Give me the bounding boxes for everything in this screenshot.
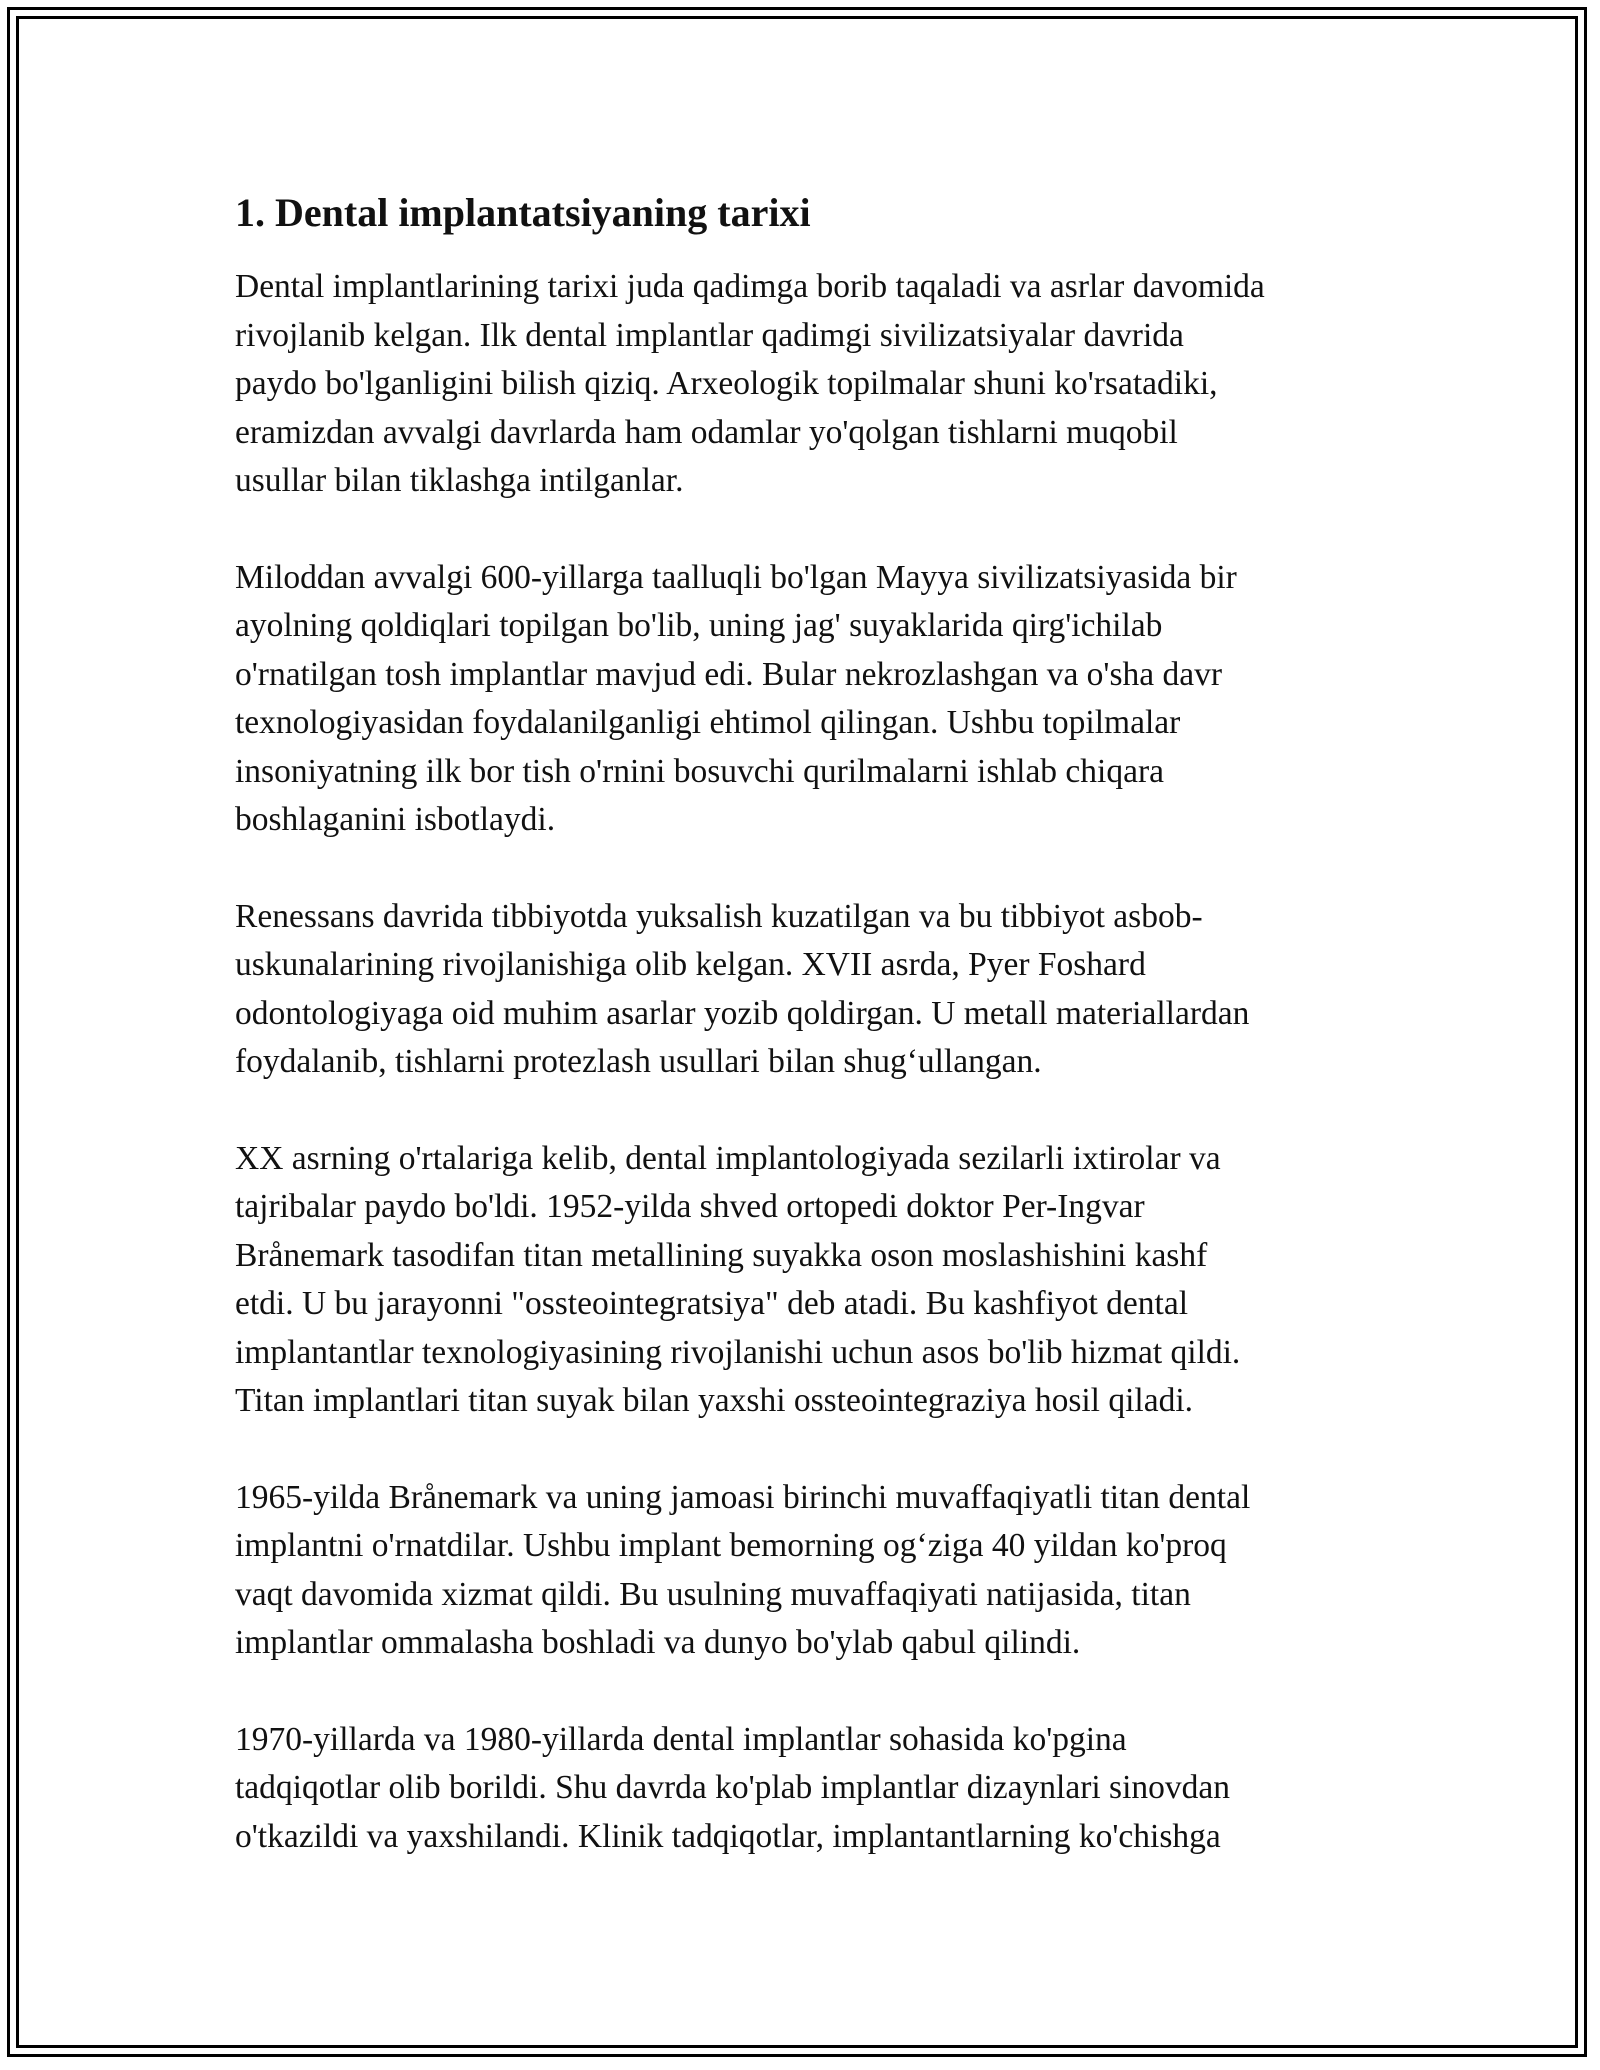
paragraph-line: o'rnatilgan tosh implantlar mavjud edi. Bular nekrozlashgan va o'sha davr xyxy=(235,655,1223,693)
paragraph-line: usullar bilan tiklashga intilganlar. xyxy=(235,462,684,499)
paragraph-line: tadqiqotlar olib borildi. Shu davrda ko'plab implantlar dizaynlari sinovdan xyxy=(235,1769,1231,1806)
paragraph-line: foydalanib, tishlarni protezlash usullari bilan shug‘ullangan. xyxy=(235,1043,1042,1080)
paragraph-line: Titan implantlari titan suyak bilan yaxshi ossteointegraziya hosil qiladi. xyxy=(235,1382,1194,1419)
paragraph-line: texnologiyasidan foydalanilganligi ehtimol qilingan. Ushbu topilmalar xyxy=(235,704,1181,741)
paragraph xyxy=(235,1474,1365,1668)
paragraph-line: paydo bo'lganligini bilish qiziq. Arxeologik topilmalar shuni ko'rsatadiki, xyxy=(235,365,1218,402)
paragraph-line: ayolning qoldiqlari topilgan bo'lib, uning jag' suyaklarida qirg'ichilab xyxy=(235,607,1163,644)
paragraph-list xyxy=(235,263,1365,1861)
paragraph-line: etdi. U bu jarayonni "ossteointegratsiya" deb atadi. Bu kashfiyot dental xyxy=(235,1285,1189,1322)
paragraph-line: Miloddan avvalgi 600-yillarga taalluqli bo'lgan Mayya sivilizatsiyasida bir xyxy=(235,558,1237,596)
paragraph-line: odontologiyaga oid muhim asarlar yozib qoldirgan. U metall materiallardan xyxy=(235,994,1250,1032)
paragraph-line: implantni o'rnatdilar. Ushbu implant bemorning og‘ziga 40 yildan ko'proq xyxy=(235,1527,1227,1564)
paragraph-line: o'tkazildi va yaxshilandi. Klinik tadqiqotlar, implantantlarning ko'chishga xyxy=(235,1817,1221,1855)
paragraph-line: implantantlar texnologiyasining rivojlanishi uchun asos bo'lib hizmat qildi. xyxy=(235,1333,1241,1371)
document-body xyxy=(235,185,1365,1861)
paragraph-line: 1965-yilda Brånemark va uning jamoasi birinchi muvaffaqiyatli titan dental xyxy=(235,1478,1251,1516)
paragraph xyxy=(235,1716,1365,1862)
paragraph-line: implantlar ommalasha boshladi va dunyo bo'ylab qabul qilindi. xyxy=(235,1624,1081,1661)
paragraph xyxy=(235,263,1365,506)
paragraph-line: 1970-yillarda va 1980-yillarda dental implantlar sohasida ko'pgina xyxy=(235,1720,1127,1758)
paragraph-line: eramizdan avvalgi davrlarda ham odamlar yo'qolgan tishlarni muqobil xyxy=(235,413,1178,451)
paragraph-line: vaqt davomida xizmat qildi. Bu usulning muvaffaqiyati natijasida, titan xyxy=(235,1575,1191,1613)
paragraph-line: tajribalar paydo bo'ldi. 1952-yilda shved ortopedi doktor Per-Ingvar xyxy=(235,1188,1145,1225)
paragraph xyxy=(235,1135,1365,1426)
paragraph xyxy=(235,893,1365,1087)
paragraph-line: rivojlanib kelgan. Ilk dental implantlar qadimgi sivilizatsiyalar davrida xyxy=(235,316,1184,354)
paragraph xyxy=(235,554,1365,845)
paragraph-line: XX asrning o'rtalariga kelib, dental implantologiyada sezilarli ixtirolar va xyxy=(235,1139,1221,1177)
paragraph-line: Renessans davrida tibbiyotda yuksalish kuzatilgan va bu tibbiyot asbob- xyxy=(235,897,1203,935)
paragraph-line: Brånemark tasodifan titan metallining suyakka oson moslashishini kashf xyxy=(235,1236,1208,1274)
paragraph-line: boshlaganini isbotlaydi. xyxy=(235,801,556,838)
section-heading: 1. Dental implantatsiyaning tarixi xyxy=(235,190,811,235)
paragraph-line: Dental implantlarining tarixi juda qadimga borib taqaladi va asrlar davomida xyxy=(235,268,1265,305)
paragraph-line: insoniyatning ilk bor tish o'rnini bosuvchi qurilmalarni ishlab chiqara xyxy=(235,752,1165,790)
paragraph-line: uskunalarining rivojlanishiga olib kelgan. XVII asrda, Pyer Foshard xyxy=(235,946,1146,983)
